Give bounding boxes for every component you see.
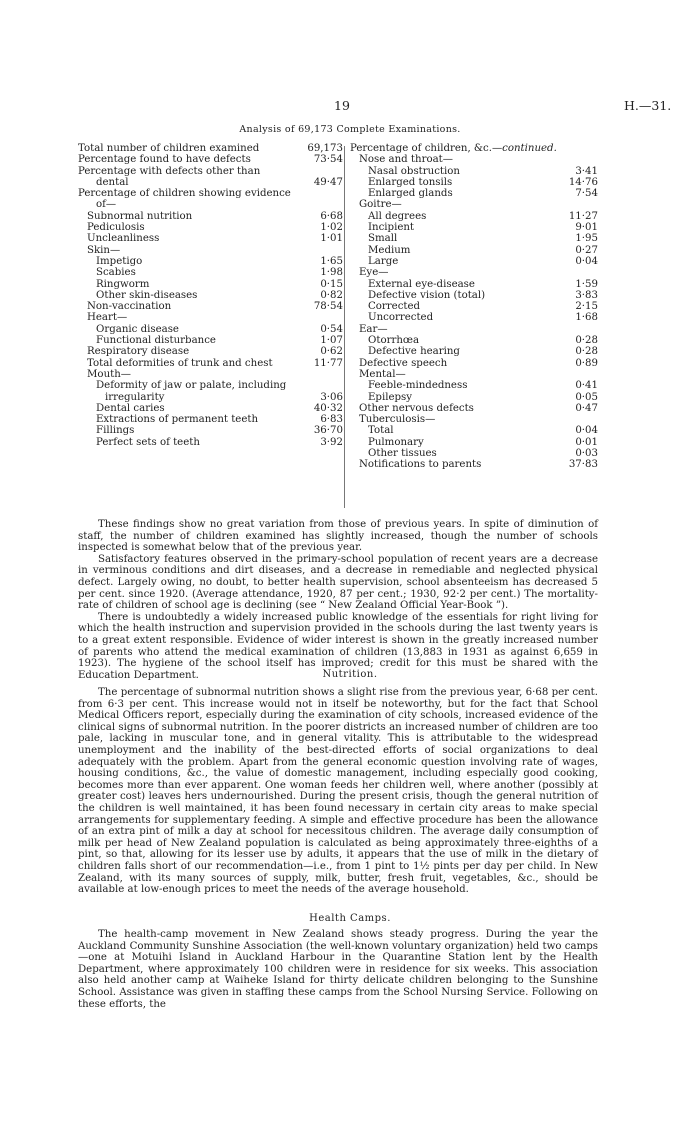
row-label: Heart— bbox=[87, 312, 128, 324]
row-label: Total bbox=[368, 425, 394, 437]
right-heading-text: Percentage of children, &c.— bbox=[350, 143, 503, 154]
table-row bbox=[78, 245, 343, 256]
row-label: Epilepsy bbox=[368, 391, 413, 403]
row-value: 14·76 bbox=[568, 176, 598, 188]
findings-paragraphs bbox=[78, 519, 598, 681]
table-row bbox=[78, 143, 343, 154]
row-value: 0·89 bbox=[575, 357, 598, 369]
table-row bbox=[350, 448, 598, 459]
table-row bbox=[350, 177, 598, 188]
row-value: 0·05 bbox=[575, 391, 598, 403]
table-row bbox=[350, 403, 598, 414]
row-label: Pediculosis bbox=[87, 222, 145, 234]
row-label: Uncleanliness bbox=[87, 233, 160, 245]
row-label: Defective speech bbox=[359, 357, 448, 369]
table-row bbox=[350, 290, 598, 301]
row-label: Incipient bbox=[368, 222, 415, 234]
row-value: 0·82 bbox=[320, 289, 343, 301]
row-label: dental bbox=[96, 176, 129, 188]
table-row bbox=[78, 414, 343, 425]
paragraph: Satisfactory features observed in the primary-school population of recent years are a decrease in verminous conditions and dirt diseases, and a decrease in remediable and neglected physical defect. Largely owing, no doubt, to better health supervision, school absenteeism has decreased 5 per cent. since 1920. (Average attendance, 1920, 87 per cent.; 1930, 92·2 per cent.) The mortality-rate of children of school age is declining (see “ New Zealand Official Year-Book ”). bbox=[78, 553, 598, 612]
table-row bbox=[78, 346, 343, 357]
row-value: 0·28 bbox=[575, 335, 598, 347]
table-row bbox=[78, 335, 343, 346]
table-row bbox=[78, 211, 343, 222]
row-value: 0·15 bbox=[320, 278, 343, 290]
table-row bbox=[78, 437, 343, 448]
row-value: 0·28 bbox=[575, 346, 598, 358]
left-column bbox=[78, 143, 343, 448]
table-row bbox=[350, 211, 598, 222]
page-number: 19 bbox=[334, 98, 350, 113]
row-value: 78·54 bbox=[313, 301, 343, 313]
row-value: 3·92 bbox=[320, 436, 343, 448]
row-value: 1·02 bbox=[320, 222, 343, 234]
table-row bbox=[78, 166, 343, 177]
row-value: 1·95 bbox=[575, 233, 598, 245]
row-value: 11·27 bbox=[568, 210, 598, 222]
table-row bbox=[78, 392, 343, 403]
row-label: Large bbox=[368, 255, 399, 267]
row-label: Nasal obstruction bbox=[368, 165, 460, 177]
table-title: Analysis of 69,173 Complete Examinations. bbox=[239, 124, 461, 135]
row-label: Nose and throat— bbox=[359, 154, 453, 166]
row-label: Pulmonary bbox=[368, 436, 424, 448]
table-row bbox=[350, 199, 598, 210]
row-label: Non-vaccination bbox=[87, 301, 172, 313]
right-column-heading bbox=[350, 143, 598, 154]
paragraph: These findings show no great variation from those of previous years. In spite of diminution of staff, the number of children examined has slightly increased, though the number of schools inspected is somewhat below that of the previous year. bbox=[78, 519, 598, 554]
table-row bbox=[350, 414, 598, 425]
row-value: 1·01 bbox=[320, 233, 343, 245]
row-label: Medium bbox=[368, 244, 411, 256]
row-label: Enlarged glands bbox=[368, 188, 453, 200]
row-label: Percentage found to have defects bbox=[78, 154, 251, 166]
table-row bbox=[350, 301, 598, 312]
row-value: 0·54 bbox=[320, 323, 343, 335]
row-label: Extractions of permanent teeth bbox=[96, 414, 259, 426]
table-row bbox=[350, 369, 598, 380]
table-row bbox=[350, 324, 598, 335]
row-value: 0·04 bbox=[575, 255, 598, 267]
table-row bbox=[78, 222, 343, 233]
table-row bbox=[350, 233, 598, 244]
row-label: of— bbox=[96, 199, 117, 211]
table-row bbox=[350, 312, 598, 323]
paragraph: There is undoubtedly a widely increased public knowledge of the essentials for right living for which the health instruction and supervision provided in the schools during the last twenty years is to a great extent responsible. Evidence of wider interest is shown in the greatly increased number of parents who attend the medical examination of children (13,883 in 1931 as against 6,659 in 1923). The hygiene of the school itself has improved; credit for this must be shared with the Education Department. bbox=[78, 611, 598, 681]
row-value: 1·98 bbox=[320, 267, 343, 279]
table-row bbox=[350, 392, 598, 403]
row-value: 7·54 bbox=[575, 188, 598, 200]
table-row bbox=[78, 358, 343, 369]
row-value: 0·62 bbox=[320, 346, 343, 358]
row-label: Percentage of children showing evidence bbox=[78, 188, 291, 200]
row-label: Defective vision (total) bbox=[368, 289, 486, 301]
row-label: Respiratory disease bbox=[87, 346, 190, 358]
table-row bbox=[350, 437, 598, 448]
row-label: Mouth— bbox=[87, 368, 131, 380]
row-value: 1·68 bbox=[575, 312, 598, 324]
health-camps-paragraphs bbox=[78, 929, 598, 1010]
row-label: Mental— bbox=[359, 368, 406, 380]
row-label: External eye-disease bbox=[368, 278, 475, 290]
paragraph: The health-camp movement in New Zealand shows steady progress. During the year the Auckland Community Sunshine Association (the well-known voluntary organization) held two camps—one at Motuihi Island in Auckland Harbour in the Quarantine Station lent by the Health Department, where approximately 100 children were in residence for six weeks. This association also held another camp at Waiheke Island for thirty delicate children belonging to the Sunshine School. Assistance was given in staffing these camps from the School Nursing Service. Following on these efforts, the bbox=[78, 929, 598, 1010]
right-column bbox=[350, 143, 598, 471]
row-label: Deformity of jaw or palate, including bbox=[96, 380, 287, 392]
row-label: Fillings bbox=[96, 425, 135, 437]
row-value: 40·32 bbox=[313, 402, 343, 414]
row-value: 49·47 bbox=[313, 176, 343, 188]
row-value: 0·41 bbox=[575, 380, 598, 392]
row-label: Feeble-mindedness bbox=[368, 380, 468, 392]
row-value: 0·01 bbox=[575, 436, 598, 448]
row-label: Goitre— bbox=[359, 199, 402, 211]
row-value: 1·65 bbox=[320, 255, 343, 267]
row-label: Other skin-diseases bbox=[96, 289, 198, 301]
row-value: 73·54 bbox=[313, 154, 343, 166]
row-label: Otorrhœa bbox=[368, 335, 420, 347]
row-value: 6·68 bbox=[320, 210, 343, 222]
table-row bbox=[350, 279, 598, 290]
row-label: Impetigo bbox=[96, 255, 143, 267]
table-row bbox=[350, 267, 598, 278]
table-row bbox=[350, 245, 598, 256]
row-value: 0·47 bbox=[575, 402, 598, 414]
row-value: 6·83 bbox=[320, 414, 343, 426]
table-row bbox=[350, 166, 598, 177]
table-row bbox=[78, 177, 343, 188]
row-value: 0·04 bbox=[575, 425, 598, 437]
table-row bbox=[350, 358, 598, 369]
table-row bbox=[350, 425, 598, 436]
row-value: 2·15 bbox=[575, 301, 598, 313]
row-label: Notifications to parents bbox=[359, 459, 482, 471]
row-value: 0·03 bbox=[575, 448, 598, 460]
right-heading-italic: continued. bbox=[502, 143, 557, 154]
row-label: All degrees bbox=[368, 210, 427, 222]
row-value: 3·83 bbox=[575, 289, 598, 301]
row-value: 36·70 bbox=[313, 425, 343, 437]
table-row bbox=[78, 290, 343, 301]
row-label: Total deformities of trunk and chest bbox=[87, 357, 273, 369]
row-value: 3·41 bbox=[575, 165, 598, 177]
column-divider bbox=[344, 146, 345, 508]
row-label: irregularity bbox=[105, 391, 165, 403]
table-row bbox=[350, 256, 598, 267]
table-row bbox=[78, 233, 343, 244]
row-label: Percentage with defects other than bbox=[78, 165, 261, 177]
row-value: 69,173 bbox=[307, 143, 343, 154]
row-value: 9·01 bbox=[575, 222, 598, 234]
row-label: Other nervous defects bbox=[359, 402, 474, 414]
row-label: Small bbox=[368, 233, 398, 245]
table-row bbox=[78, 256, 343, 267]
row-value: 37·83 bbox=[568, 459, 598, 471]
row-label: Other tissues bbox=[368, 448, 437, 460]
row-label: Organic disease bbox=[96, 323, 179, 335]
row-label: Perfect sets of teeth bbox=[96, 436, 200, 448]
row-label: Ringworm bbox=[96, 278, 150, 290]
row-label: Total number of children examined bbox=[78, 143, 260, 154]
row-label: Eye— bbox=[359, 267, 389, 279]
table-row bbox=[78, 324, 343, 335]
table-row bbox=[350, 154, 598, 165]
row-value: 11·77 bbox=[313, 357, 343, 369]
table-row bbox=[350, 335, 598, 346]
row-value: 0·27 bbox=[575, 244, 598, 256]
paragraph: The percentage of subnormal nutrition shows a slight rise from the previous year, 6·68 per cent. from 6·3 per cent. This increase would not in itself be noteworthy, but for the fact that School Medical Officers report, especially during the examination of city schools, increased evidence of the clinical signs of subnormal nutrition. In the poorer districts an increased number of children are too pale, lacking in muscular tone, and in general vitality. This is attributable to the widespread unemployment and the inability of the best-directed efforts of social organizations to deal adequately with the problem. Apart from the general economic question involving rate of wages, housing conditions, &c., the value of domestic management, including especially good cooking, becomes more than ever apparent. One woman feeds her children well, where another (possibly at greater cost) leaves hers undernourished. During the present crisis, though the general nutrition of the children is well maintained, it has been found necessary in certain city areas to make special arrangements for supplementary feeding. A simple and effective procedure has been the allowance of an extra pint of milk a day at school for necessitous children. The average daily consumption of milk per head of New Zealand population is calculated as being approximately three-eighths of a pint, so that, allowing for its lesser use by adults, it appears that the use of milk in the dietary of children falls short of our recommendation—i.e., from 1 pint to 1½ pints per day per child. In New Zealand, with its many sources of supply, milk, butter, fresh fruit, vegetables, &c., should be available at low-enough prices to meet the needs of the average household. bbox=[78, 687, 598, 896]
row-label: Dental caries bbox=[96, 402, 165, 414]
heading-health-camps: Health Camps. bbox=[309, 913, 391, 924]
table-row bbox=[78, 425, 343, 436]
table-row bbox=[78, 199, 343, 210]
table-row bbox=[78, 301, 343, 312]
row-label: Enlarged tonsils bbox=[368, 176, 453, 188]
table-row bbox=[350, 188, 598, 199]
row-label: Skin— bbox=[87, 244, 121, 256]
table-row bbox=[350, 346, 598, 357]
heading-nutrition: Nutrition. bbox=[322, 669, 378, 680]
row-value: 1·59 bbox=[575, 278, 598, 290]
row-label: Scabies bbox=[96, 267, 136, 279]
row-label: Functional disturbance bbox=[96, 335, 216, 347]
row-value: 1·07 bbox=[320, 335, 343, 347]
row-label: Subnormal nutrition bbox=[87, 210, 193, 222]
table-row bbox=[350, 222, 598, 233]
row-label: Defective hearing bbox=[368, 346, 460, 358]
table-row bbox=[78, 188, 343, 199]
table-row bbox=[350, 459, 598, 470]
table-row bbox=[78, 369, 343, 380]
row-value: 3·06 bbox=[320, 391, 343, 403]
table-row bbox=[78, 154, 343, 165]
table-row bbox=[78, 279, 343, 290]
nutrition-paragraphs bbox=[78, 687, 598, 896]
table-row bbox=[78, 312, 343, 323]
table-row bbox=[78, 267, 343, 278]
row-label: Ear— bbox=[359, 323, 388, 335]
table-row bbox=[78, 380, 343, 391]
table-row bbox=[350, 380, 598, 391]
row-label: Tuberculosis— bbox=[359, 414, 436, 426]
document-reference: H.—31. bbox=[624, 98, 672, 113]
row-label: Uncorrected bbox=[368, 312, 434, 324]
table-row bbox=[78, 403, 343, 414]
row-label: Corrected bbox=[368, 301, 421, 313]
